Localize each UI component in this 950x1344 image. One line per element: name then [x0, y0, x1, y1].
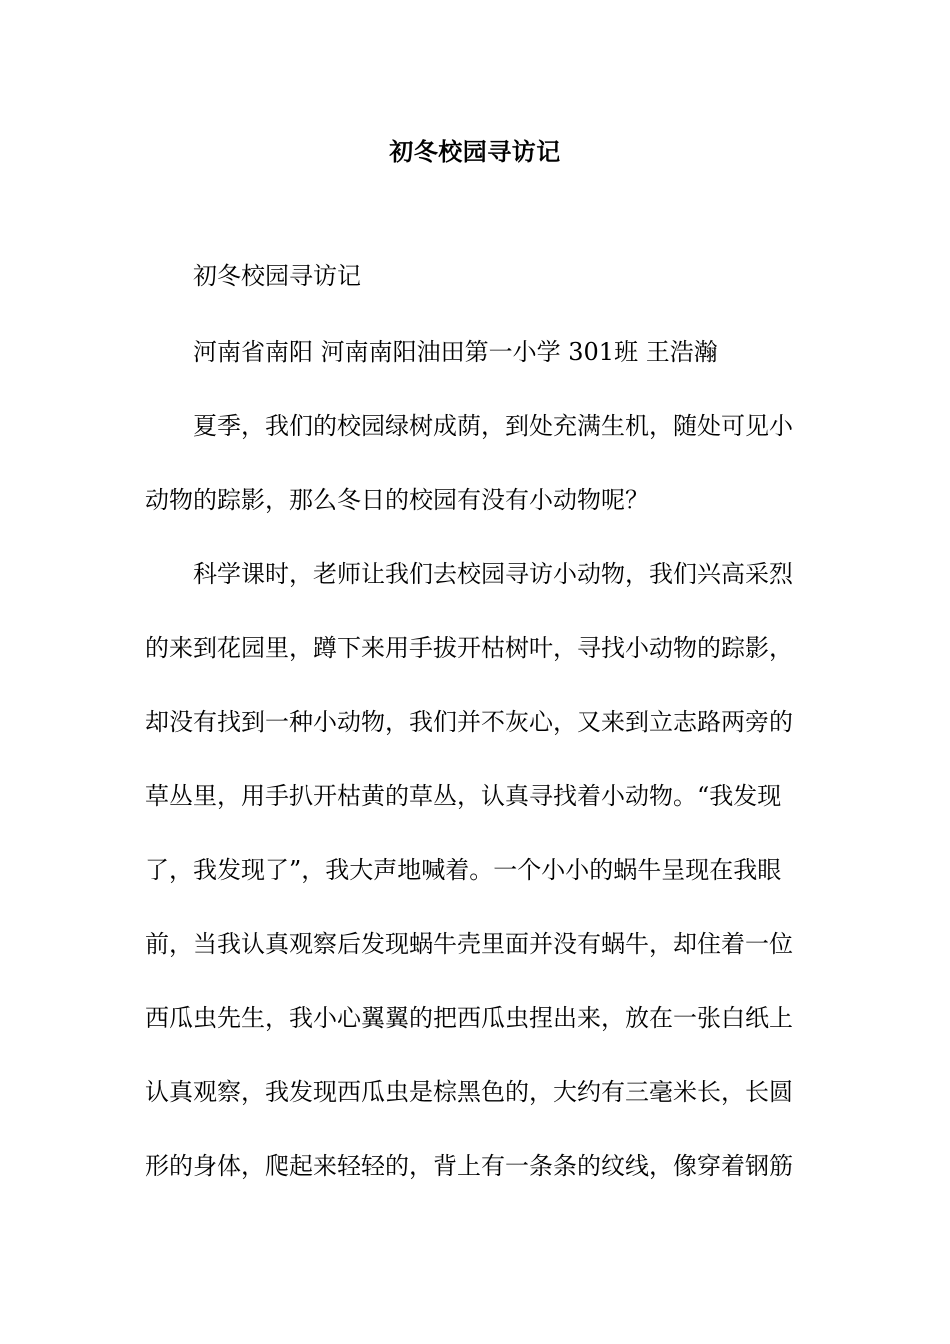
paragraph-line-10: 认真观察，我发现西瓜虫是棕黑色的，大约有三毫米长，长圆 [145, 1078, 793, 1106]
paragraph-line-1: 夏季，我们的校园绿树成荫，到处充满生机，随处可见小 [193, 412, 793, 440]
paragraph-line-9: 西瓜虫先生，我小心翼翼的把西瓜虫捏出来，放在一张白纸上 [145, 1004, 793, 1032]
paragraph-line-3: 科学课时，老师让我们去校园寻访小动物，我们兴高采烈 [193, 560, 793, 588]
paragraph-line-4: 的来到花园里，蹲下来用手拔开枯树叶，寻找小动物的踪影， [145, 634, 793, 662]
document-title: 初冬校园寻访记 [389, 137, 561, 166]
subtitle-line: 初冬校园寻访记 [193, 262, 361, 290]
author-line: 河南省南阳 河南南阳油田第一小学 301班 王浩瀚 [193, 338, 718, 366]
paragraph-line-8: 前，当我认真观察后发现蜗牛壳里面并没有蜗牛，却住着一位 [145, 930, 793, 958]
paragraph-line-6: 草丛里，用手扒开枯黄的草丛，认真寻找着小动物。“我发现 [145, 782, 782, 810]
paragraph-line-5: 却没有找到一种小动物，我们并不灰心，又来到立志路两旁的 [145, 708, 793, 736]
paragraph-line-2: 动物的踪影，那么冬日的校园有没有小动物呢？ [145, 486, 649, 514]
paragraph-line-7: 了，我发现了”，我大声地喊着。一个小小的蜗牛呈现在我眼 [145, 856, 782, 884]
paragraph-line-11: 形的身体，爬起来轻轻的，背上有一条条的纹线，像穿着钢筋 [145, 1152, 793, 1180]
